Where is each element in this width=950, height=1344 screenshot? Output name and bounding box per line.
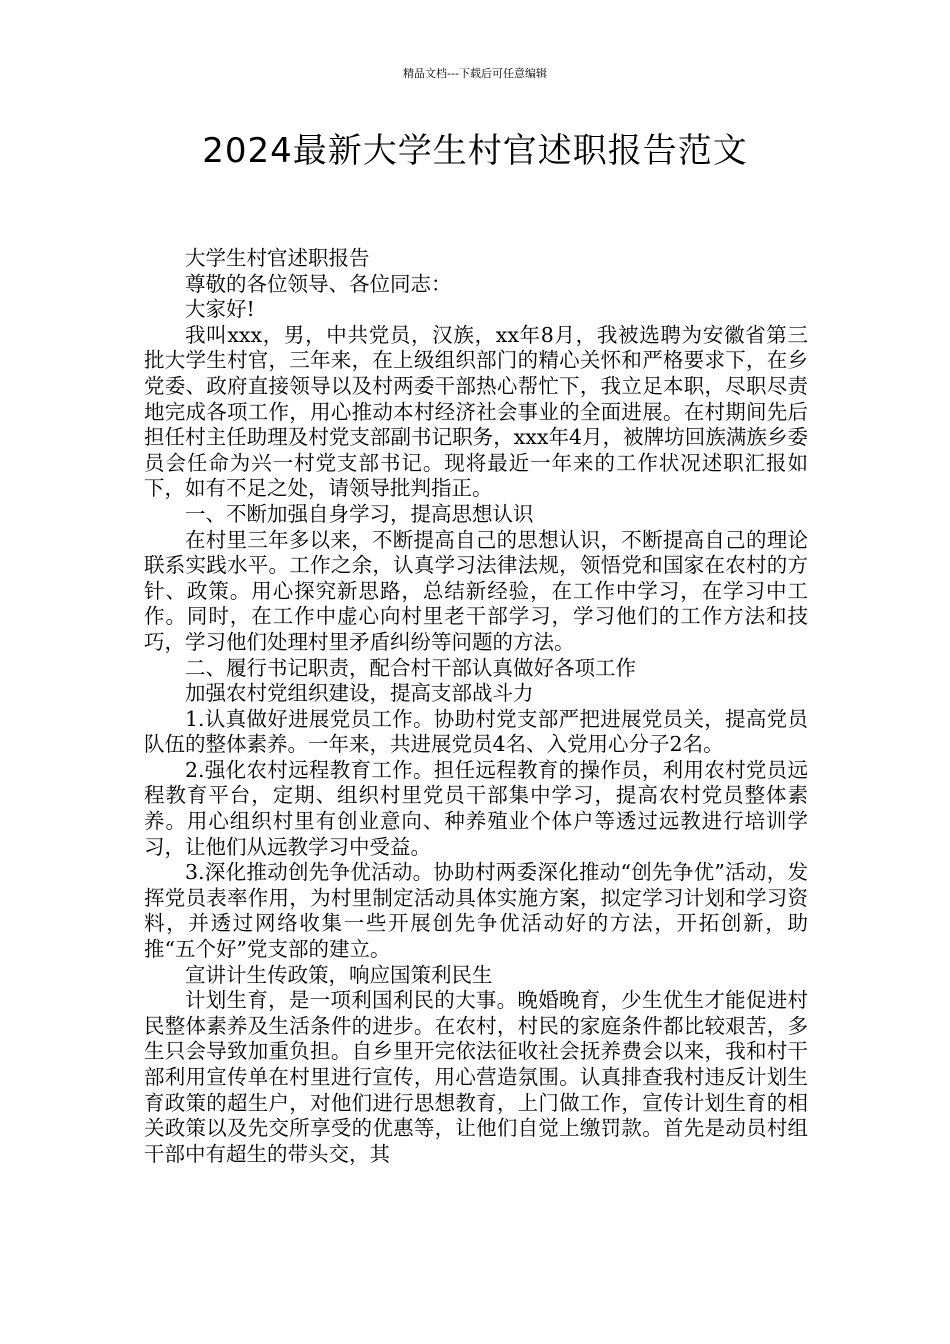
document-title: 2024最新大学生村官述职报告范文	[202, 131, 748, 171]
section-heading-2: 二、履行书记职责，配合村干部认真做好各项工作	[185, 655, 636, 680]
paragraph-section-1: 在村里三年多以来，不断提高自己的思想认识，不断提高自己的理论联系实践水平。工作之余，认真学习法律法规，领悟党和国家在农村的方针、政策。用心探究新思路，总结新经验，在工作中学习，在学习中工作。同时，在工作中虚心向村里老干部学习，学习他们的工作方法和技巧，学习他们处理村里矛盾纠纷等问题的方法。	[144, 527, 808, 654]
subheading-party-building: 加强农村党组织建设，提高支部战斗力	[185, 681, 534, 706]
paragraph-salutation: 尊敬的各位领导、各位同志：	[185, 271, 452, 296]
header-note: 精品文档---下载后可任意编辑	[403, 67, 547, 80]
paragraph-report-heading: 大学生村官述职报告	[185, 246, 370, 270]
subheading-family-planning: 宣讲计生传政策，响应国策利民生	[185, 962, 493, 987]
paragraph-item-2: 2.强化农村远程教育工作。担任远程教育的操作员，利用农村党员远程教育平台，定期、组织村里党员干部集中学习，提高农村党员整体素养。用心组织村里有创业意向、种养殖业个体户等透过远教进行培训学习，让他们从远教学习中受益。	[144, 757, 808, 859]
document-body	[144, 246, 808, 1167]
paragraph-introduction: 我叫xxx，男，中共党员，汉族，xx年8月，我被选聘为安徽省第三批大学生村官，三年来，在上级组织部门的精心关怀和严格要求下，在乡党委、政府直接领导以及村两委干部热心帮忙下，我立足本职，尽职尽责地完成各项工作，用心推动本村经济社会事业的全面进展。在村期间先后担任村主任助理及村党支部副书记职务，xxx年4月，被牌坊回族满族乡委员会任命为兴一村党支部书记。现将最近一年来的工作状况述职汇报如下，如有不足之处，请领导批判指正。	[144, 322, 808, 501]
paragraph-family-planning: 计划生育，是一项利国利民的大事。晚婚晚育，少生优生才能促进村民整体素养及生活条件的进步。在农村，村民的家庭条件都比较艰苦，多生只会导致加重负担。自乡里开完依法征收社会抚养费会以来，我和村干部利用宣传单在村里进行宣传，用心营造氛围。认真排查我村违反计划生育政策的超生户，对他们进行思想教育，上门做工作，宣传计划生育的相关政策以及先交所享受的优惠等，让他们自觉上缴罚款。首先是动员村组干部中有超生的带头交，其	[144, 988, 808, 1166]
paragraph-greeting: 大家好!	[185, 297, 255, 322]
paragraph-item-1: 1.认真做好进展党员工作。协助村党支部严把进展党员关，提高党员队伍的整体素养。一年来，共进展党员4名、入党用心分子2名。	[144, 706, 808, 757]
paragraph-item-3: 3.深化推动创先争优活动。协助村两委深化推动“创先争优”活动，发挥党员表率作用，为村里制定活动具体实施方案，拟定学习计划和学习资料，并透过网络收集一些开展创先争优活动好的方法，开拓创新，助推“五个好”党支部的建立。	[144, 860, 808, 962]
section-heading-1: 一、不断加强自身学习，提高思想认识	[185, 501, 534, 526]
